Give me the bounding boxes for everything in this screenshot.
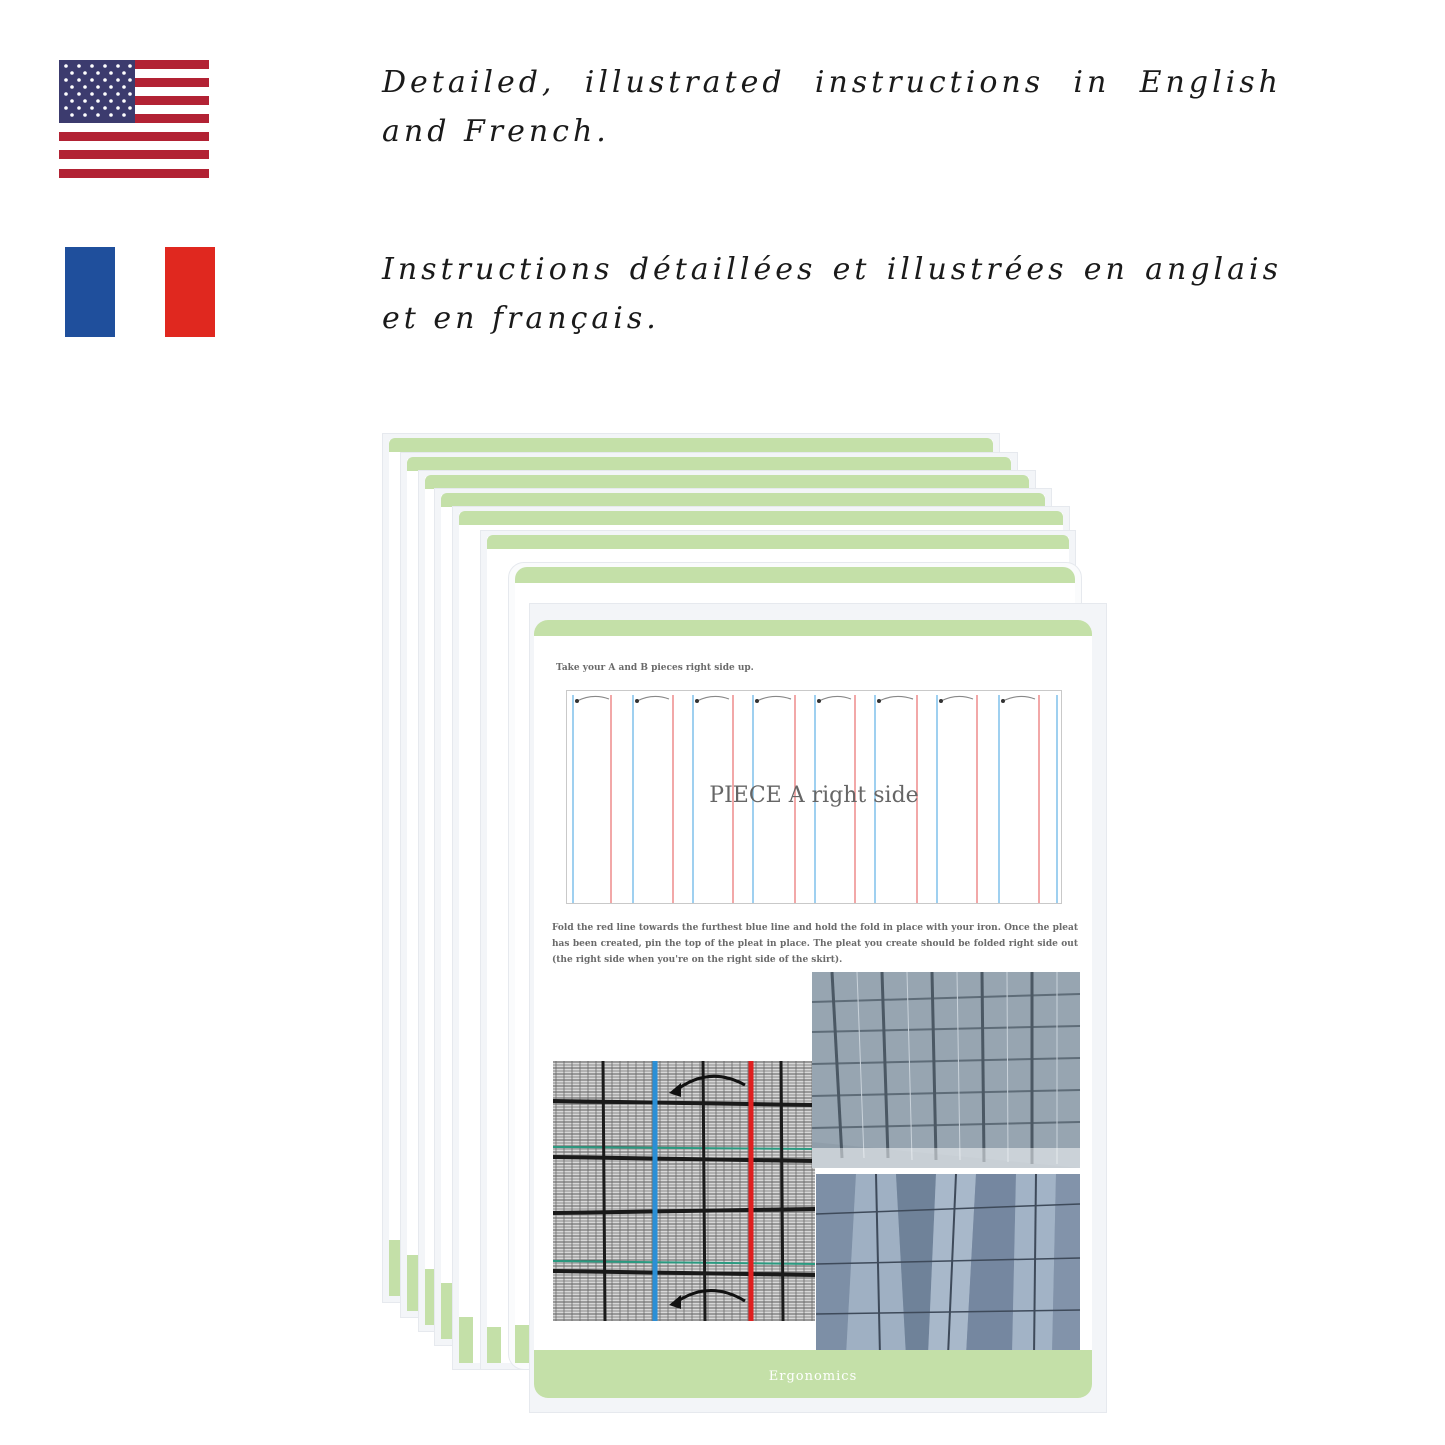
brand-logo: Ergonomics (768, 1369, 858, 1384)
pleat-diagram (566, 690, 1062, 904)
english-description: Detailed, illustrated instructions in English and French. (382, 65, 1282, 149)
fold-instructions: Fold the red line towards the furthest blue line and hold the fold in place with your iron. Once the pleat has been created, pin the top of the pleat in place. The pleat you create should be folded right side out (the right side when you're on the right side of the skirt). (552, 923, 1078, 965)
front-page (529, 603, 1107, 1413)
fr-flag-icon (65, 247, 215, 337)
pleats-folded-photo (816, 1174, 1080, 1356)
pleated-fabric-photo (812, 972, 1080, 1168)
page-footer-band (534, 1350, 1092, 1398)
french-description: Instructions détaillées et illustrées en anglais et en français. (382, 252, 1282, 336)
page-header-band (534, 620, 1092, 636)
page-sheet (534, 620, 1092, 1398)
pleat-closeup-photo (553, 1061, 815, 1321)
intro-text: Take your A and B pieces right side up. (556, 663, 754, 673)
us-flag-icon (59, 60, 209, 178)
diagram-label: PIECE A right side (709, 783, 919, 808)
